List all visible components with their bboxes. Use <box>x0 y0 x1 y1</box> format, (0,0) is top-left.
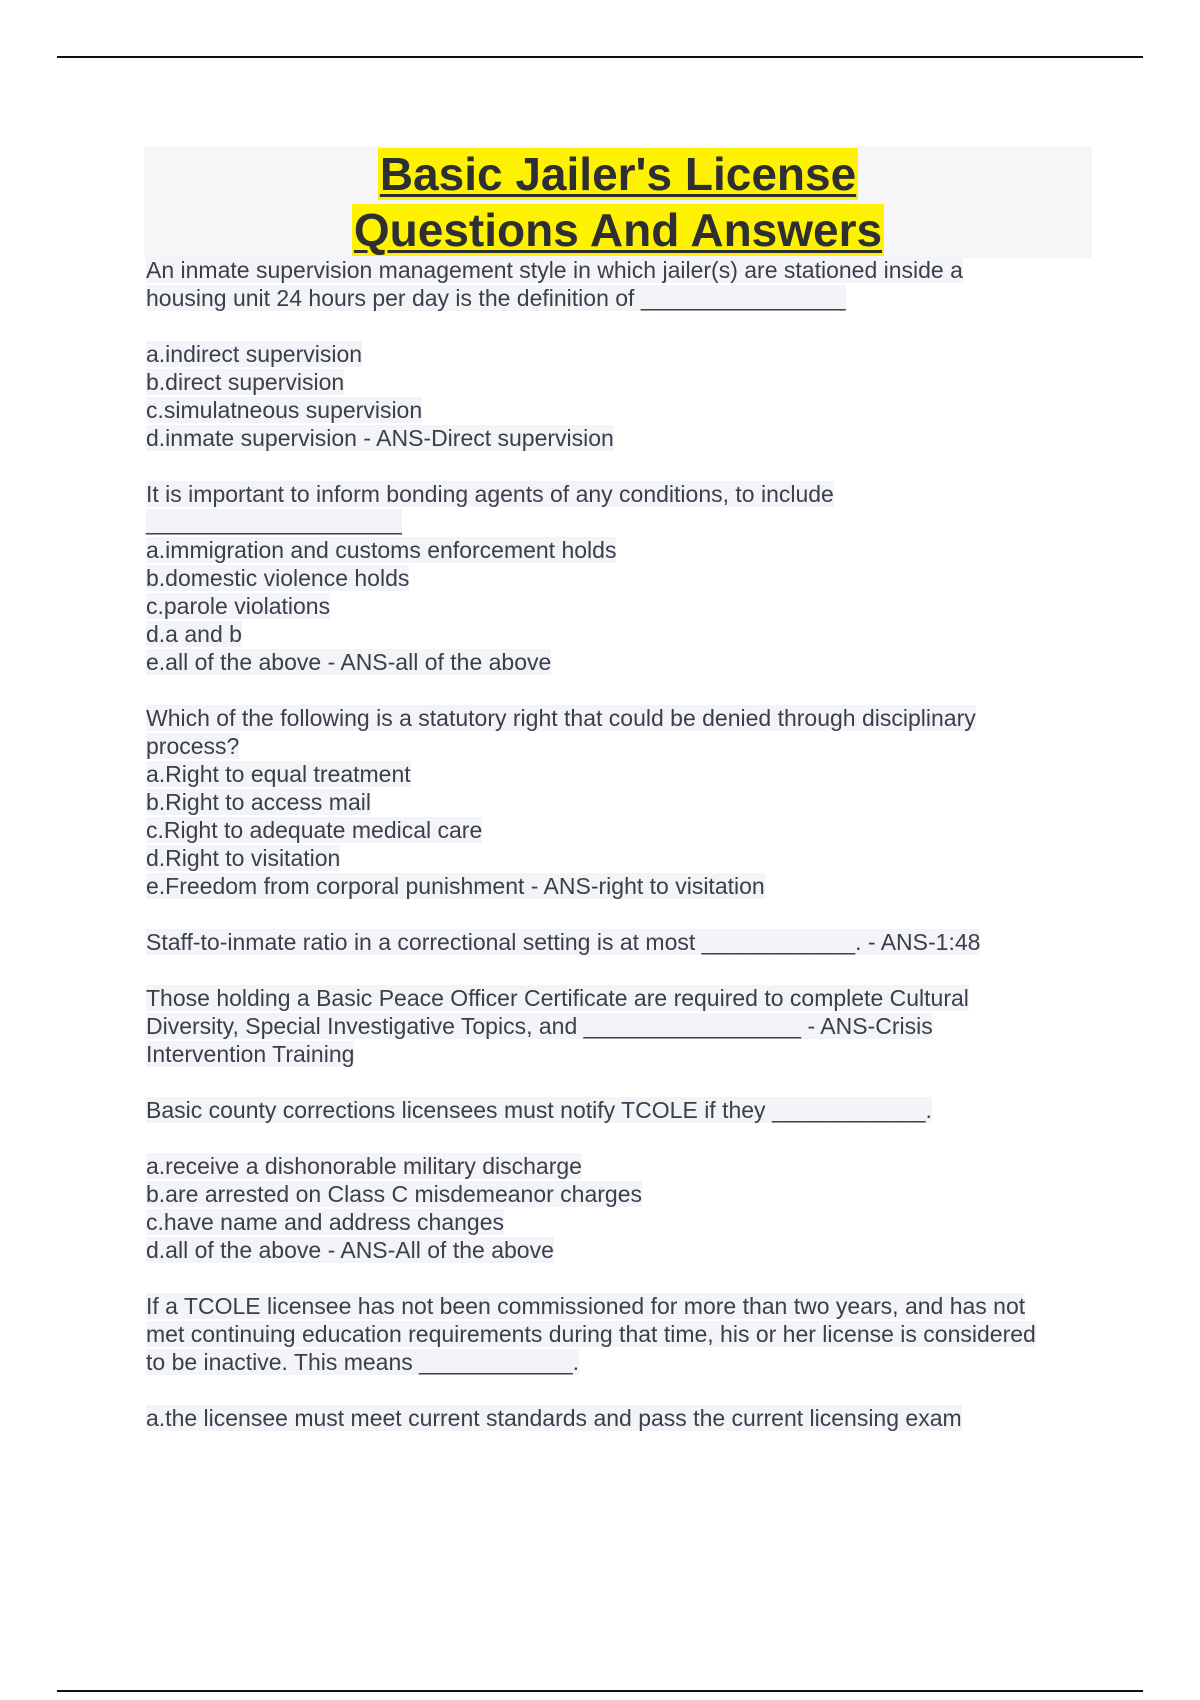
qa-block <box>146 256 1106 452</box>
qa-block <box>146 928 1106 956</box>
text-line <box>146 872 1106 900</box>
text-line <box>146 1180 1106 1208</box>
line-text: d.inmate supervision - ANS-Direct supervision <box>146 425 614 451</box>
text-line <box>146 1012 1106 1040</box>
text-line <box>146 340 1106 368</box>
line-text: An inmate supervision management style in which jailer(s) are stationed inside a <box>146 257 963 283</box>
line-text: a.immigration and customs enforcement holds <box>146 537 617 563</box>
text-line <box>146 536 1106 564</box>
block-gap <box>146 900 1106 928</box>
line-text: Staff-to-inmate ratio in a correctional setting is at most ____________. - ANS-1:48 <box>146 929 981 955</box>
text-line <box>146 1236 1106 1264</box>
line-text: c.parole violations <box>146 593 331 619</box>
qa-content <box>146 256 1106 1432</box>
line-text: If a TCOLE licensee has not been commissioned for more than two years, and has not <box>146 1293 1026 1319</box>
text-line <box>146 1404 1106 1432</box>
header-rule <box>57 56 1143 58</box>
line-text: met continuing education requirements during that time, his or her license is considered <box>146 1321 1036 1347</box>
line-text: c.Right to adequate medical care <box>146 817 483 843</box>
text-line <box>146 424 1106 452</box>
block-gap <box>146 1068 1106 1096</box>
text-line <box>146 648 1106 676</box>
text-line <box>146 1348 1106 1376</box>
text-line <box>146 816 1106 844</box>
text-line <box>146 760 1106 788</box>
text-line <box>146 480 1106 508</box>
text-line <box>146 844 1106 872</box>
qa-block <box>146 1292 1106 1432</box>
line-text: housing unit 24 hours per day is the definition of ________________ <box>146 285 846 311</box>
text-line <box>146 1152 1106 1180</box>
title-line-1: Basic Jailer's License <box>379 148 857 200</box>
text-line <box>146 592 1106 620</box>
line-text: a.receive a dishonorable military discharge <box>146 1153 582 1179</box>
line-text: e.Freedom from corporal punishment - ANS-right to visitation <box>146 873 765 899</box>
text-line <box>146 1292 1106 1320</box>
text-line <box>146 704 1106 732</box>
qa-block <box>146 1096 1106 1264</box>
line-text: b.domestic violence holds <box>146 565 410 591</box>
block-gap <box>146 1264 1106 1292</box>
line-text: It is important to inform bonding agents of any conditions, to include <box>146 481 834 507</box>
text-line <box>146 256 1106 284</box>
line-text: Which of the following is a statutory right that could be denied through disciplinary <box>146 705 976 731</box>
document-title <box>144 146 1092 258</box>
line-text: b.direct supervision <box>146 369 345 395</box>
line-text: ____________________ <box>146 509 402 535</box>
text-line <box>146 1320 1106 1348</box>
text-line <box>146 732 1106 760</box>
blank-line <box>146 312 1106 340</box>
line-text: a.indirect supervision <box>146 341 363 367</box>
line-text: Those holding a Basic Peace Officer Certificate are required to complete Cultural <box>146 985 969 1011</box>
block-gap <box>146 956 1106 984</box>
line-text: c.have name and address changes <box>146 1209 505 1235</box>
qa-block <box>146 480 1106 676</box>
blank-line <box>146 1124 1106 1152</box>
footer-rule <box>57 1690 1143 1692</box>
line-text: b.Right to access mail <box>146 789 371 815</box>
text-line <box>146 1040 1106 1068</box>
line-text: Diversity, Special Investigative Topics, and _________________ - ANS-Crisis <box>146 1013 933 1039</box>
line-text: b.are arrested on Class C misdemeanor charges <box>146 1181 643 1207</box>
text-line <box>146 1208 1106 1236</box>
line-text: a.the licensee must meet current standards and pass the current licensing exam <box>146 1405 962 1431</box>
line-text: c.simulatneous supervision <box>146 397 423 423</box>
line-text: d.a and b <box>146 621 242 647</box>
line-text: d.Right to visitation <box>146 845 341 871</box>
text-line <box>146 508 1106 536</box>
line-text: Intervention Training <box>146 1041 355 1067</box>
line-text: a.Right to equal treatment <box>146 761 411 787</box>
block-gap <box>146 452 1106 480</box>
text-line <box>146 396 1106 424</box>
text-line <box>146 368 1106 396</box>
text-line <box>146 284 1106 312</box>
text-line <box>146 1096 1106 1124</box>
line-text: to be inactive. This means ____________. <box>146 1349 580 1375</box>
qa-block <box>146 704 1106 900</box>
line-text: d.all of the above - ANS-All of the above <box>146 1237 554 1263</box>
line-text: e.all of the above - ANS-all of the above <box>146 649 552 675</box>
text-line <box>146 984 1106 1012</box>
text-line <box>146 788 1106 816</box>
block-gap <box>146 676 1106 704</box>
title-line-2: Questions And Answers <box>353 204 883 256</box>
line-text: process? <box>146 733 240 759</box>
line-text: Basic county corrections licensees must notify TCOLE if they ____________. <box>146 1097 932 1123</box>
text-line <box>146 564 1106 592</box>
text-line <box>146 928 1106 956</box>
blank-line <box>146 1376 1106 1404</box>
qa-block <box>146 984 1106 1068</box>
text-line <box>146 620 1106 648</box>
